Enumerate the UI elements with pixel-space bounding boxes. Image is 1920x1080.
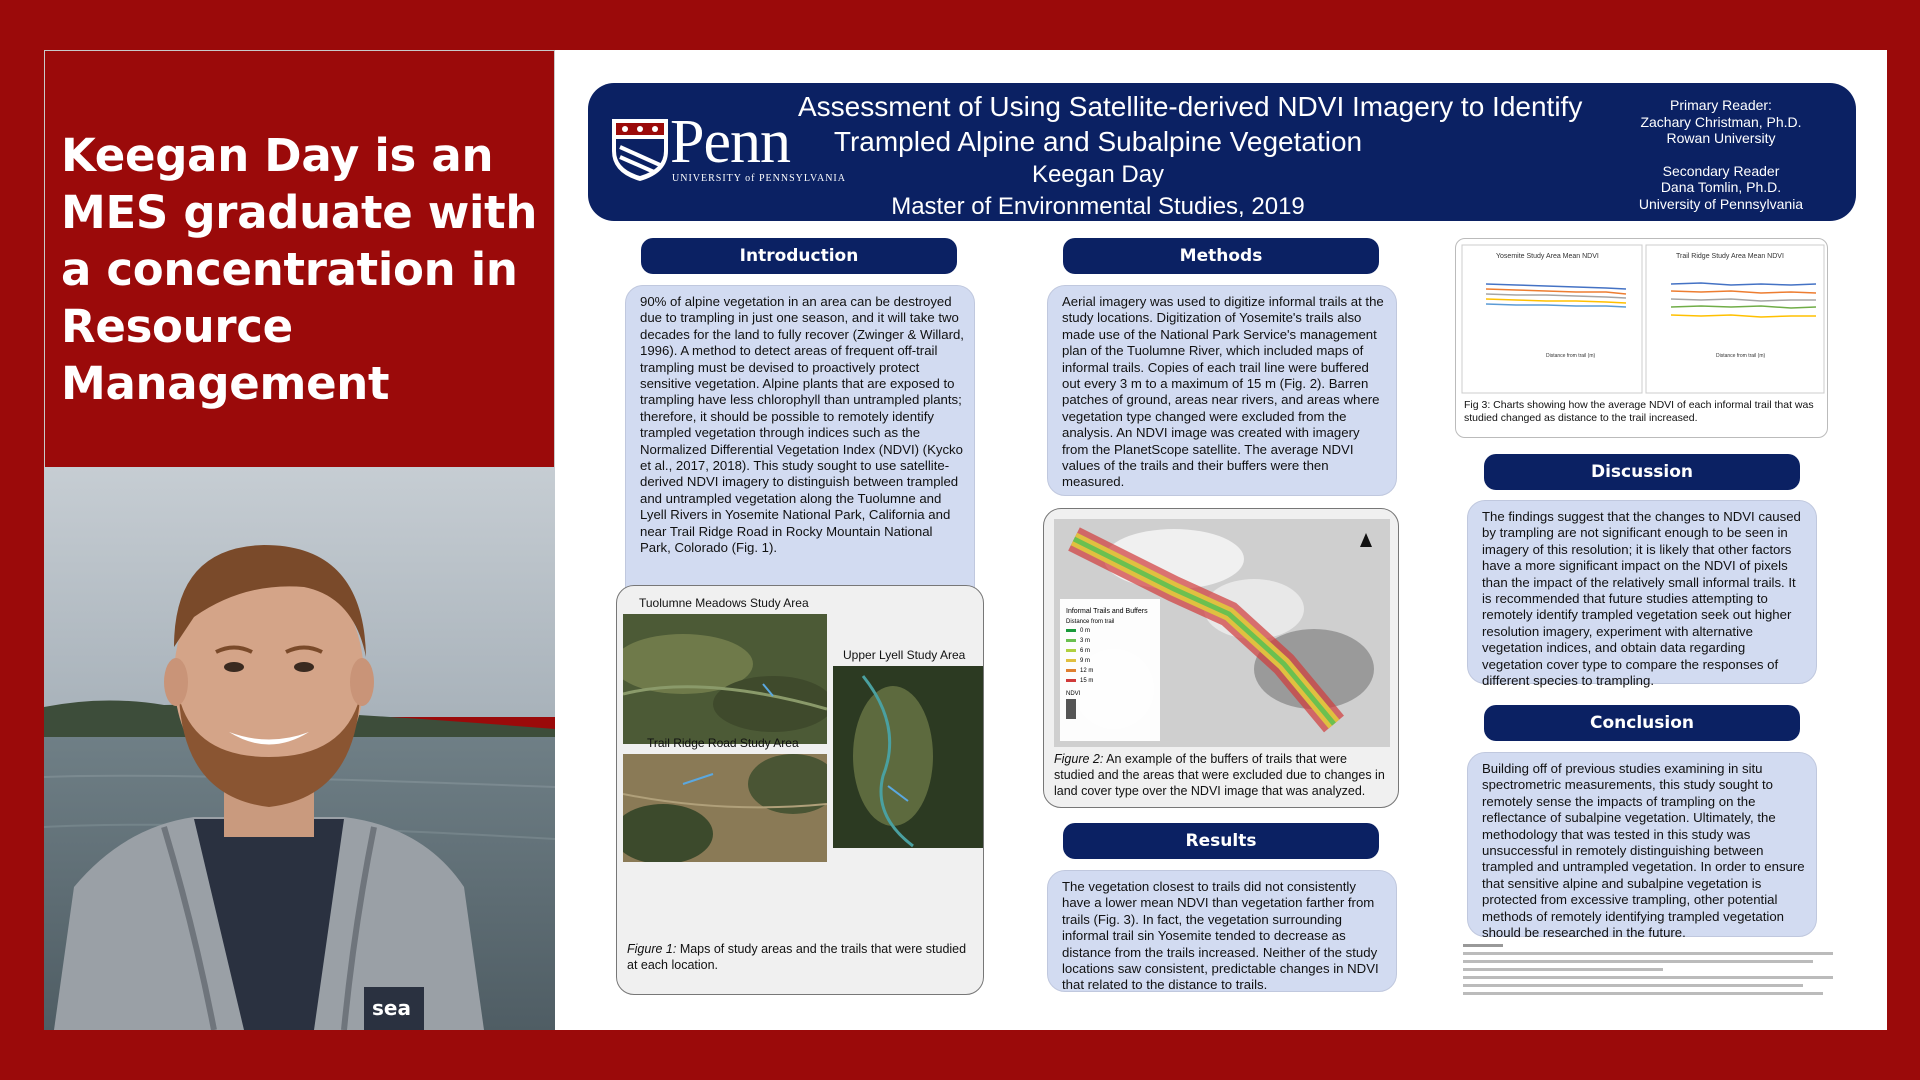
chart-2-title: Trail Ridge Study Area Mean NDVI: [1676, 253, 1784, 260]
secondary-reader-affiliation: University of Pennsylvania: [1638, 195, 1804, 212]
map-tuolumne: [623, 614, 827, 744]
legend-swatch: [1066, 639, 1076, 642]
degree-line: Master of Environmental Studies, 2019: [891, 193, 1305, 220]
author-name: Keegan Day: [1031, 161, 1165, 188]
penn-subtitle: UNIVERSITY of PENNSYLVANIA: [672, 173, 846, 184]
legend-title: Informal Trails and Buffers: [1066, 608, 1148, 615]
legend-swatch: [1066, 679, 1076, 682]
secondary-reader-name: Dana Tomlin, Ph.D.: [1660, 179, 1782, 195]
discussion-heading: Discussion: [1484, 454, 1800, 490]
results-heading: Results: [1063, 823, 1379, 859]
legend-item: 3 m: [1080, 638, 1091, 644]
figure-3-caption: Fig 3: Charts showing how the average NDVI of each informal trail that was studied changed as distance to the trail increased.: [1464, 399, 1814, 424]
poster-title-block: [798, 89, 1583, 223]
references-block: [1463, 940, 1843, 1003]
poster-banner: [588, 83, 1856, 221]
portrait-photo: [44, 467, 555, 1030]
conclusion-text: Building off of previous studies examining in situ spectrometric measurements, this study sought to remotely sense the impacts of trampling on the reflectance of subalpine vegetation. Ultimately, the methodology that was tested in this study was unsuccessful in remotely distinguishing between trampled and untrampled vegetation. In order to ensure that sensitive alpine and subalpine vegetation is protected from excessive trampling, other potential methods of remotely identifying trampled vegetation should be researched in the future.: [1467, 752, 1817, 937]
figure-2-caption-text: An example of the buffers of trails that were studied and the areas that were excluded due to changes in land cover type over the NDVI image that was analyzed.: [1054, 752, 1385, 798]
primary-reader-affiliation: Rowan University: [1666, 130, 1776, 146]
penn-wordmark: Penn: [670, 108, 790, 176]
figure-2-caption-prefix: Figure 2:: [1054, 752, 1104, 766]
legend-item: 9 m: [1080, 658, 1091, 664]
chart-1-title: Yosemite Study Area Mean NDVI: [1496, 253, 1599, 260]
map-label-trail-ridge: Trail Ridge Road Study Area: [647, 736, 799, 750]
ndvi-ramp: [1066, 699, 1076, 719]
primary-reader-name: Zachary Christman, Ph.D.: [1640, 113, 1802, 130]
figure-2: [1043, 508, 1399, 808]
legend-item: 12 m: [1080, 668, 1094, 674]
map-trail-ridge: [623, 754, 827, 862]
legend-swatch: [1066, 669, 1076, 672]
title-line-1: Assessment of Using Satellite-derived NDVI Imagery to Identify: [798, 91, 1583, 122]
vest-logo: sea: [372, 996, 411, 1020]
methods-text: Aerial imagery was used to digitize informal trails at the study locations. Digitization of Yosemite's trails also made use of the National Park Service's management plan of the Tuolumne River, which included maps of informal trails. Copies of each trail line were buffered out every 3 m to a maximum of 15 m (Fig. 2). Barren patches of ground, areas near rivers, and areas where vegetation type changed were excluded from the analysis. An NDVI image was created with imagery from the PlanetScope satellite. The average NDVI values of the trails and their buffers were then measured.: [1047, 285, 1397, 496]
legend-swatch: [1066, 659, 1076, 662]
introduction-heading: Introduction: [641, 238, 957, 274]
figure-2-caption: [1054, 751, 1390, 799]
secondary-reader-label: Secondary Reader: [1662, 162, 1780, 179]
figure-1-caption-prefix: Figure 1:: [627, 942, 677, 956]
methods-heading: Methods: [1063, 238, 1379, 274]
readers-block: [1616, 97, 1826, 212]
research-poster: [555, 50, 1887, 1030]
map-label-lyell: Upper Lyell Study Area: [843, 648, 966, 662]
legend-swatch: [1066, 629, 1076, 632]
penn-shield-icon: [610, 117, 670, 188]
legend-item: 6 m: [1080, 648, 1091, 654]
figure-1-caption-text: Maps of study areas and the trails that were studied at each location.: [627, 942, 967, 972]
title-line-2: Trampled Alpine and Subalpine Vegetation: [833, 126, 1363, 157]
map-label-tuolumne: Tuolumne Meadows Study Area: [639, 596, 809, 610]
legend-subtitle: Distance from trail: [1066, 619, 1115, 625]
primary-reader-label: Primary Reader:: [1670, 97, 1772, 113]
introduction-text: 90% of alpine vegetation in an area can be destroyed due to trampling in just one season, and it will take two decades for the land to fully recover (Zwinger & Willard, 1996). A method to detect areas of frequent off-trail trampling must be devised to proactively protect sensitive vegetation. Alpine plants that are exposed to trampling have less chlorophyll than untrampled plants; therefore, it should be possible to remotely identify trampled vegetation through indices such as the Normalized Differential Vegetation Index (NDVI) (Kycko et al., 2017, 2018). This study sought to use satellite-derived NDVI imagery to distinguish between trampled and untrampled vegetation along the Tuolumne and Lyell Rivers in Yosemite National Park, California and near Trail Ridge Road in Rocky Mountain National Park, Colorado (Fig. 1).: [625, 285, 975, 613]
legend-ndvi-label: NDVI: [1066, 691, 1081, 697]
ndvi-buffer-map: [1054, 519, 1390, 747]
results-text: The vegetation closest to trails did not consistently have a lower mean NDVI than vegetation farther from trails (Fig. 3). In fact, the vegetation surrounding informal trail sin Yosemite tended to decrease as distance from the trails increased. Neither of the study locations saw consistent, predictable changes in NDVI that related to the distance to trails.: [1047, 870, 1397, 992]
legend-swatch: [1066, 649, 1076, 652]
figure-1-caption: [627, 941, 967, 973]
headline-panel: [44, 50, 555, 467]
chart-1-xlabel: Distance from trail (m): [1546, 353, 1596, 359]
chart-2-xlabel: Distance from trail (m): [1716, 353, 1766, 359]
discussion-text: The findings suggest that the changes to NDVI caused by trampling are not significant enough to be seen in imagery of this resolution; it is likely that other factors have a more significant impact on the NDVI of pixels than the impact of the relatively small informal trails. It is recommended that future studies attempting to remotely identify trampled vegetation seek out higher resolution imagery, experiment with alternative vegetation indices, and obtain data regarding vegetation cover type to compare the responses of different species to trampling.: [1467, 500, 1817, 684]
conclusion-heading: Conclusion: [1484, 705, 1800, 741]
legend-item: 0 m: [1080, 628, 1091, 634]
figure-3: [1455, 238, 1828, 438]
map-lyell: [833, 666, 983, 848]
figure-1: [616, 585, 984, 995]
headline: Keegan Day is an MES graduate with a concentration in Resource Management: [61, 129, 538, 410]
legend-item: 15 m: [1080, 678, 1094, 684]
